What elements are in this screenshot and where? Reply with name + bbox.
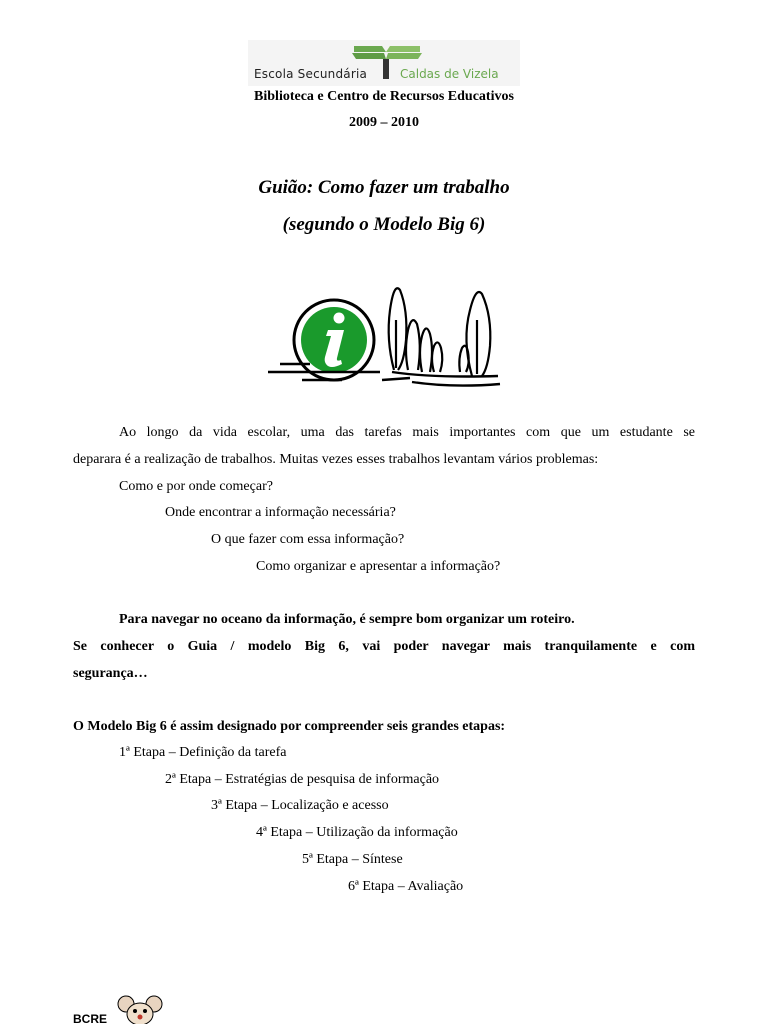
intro-line-2: deparara é a realização de trabalhos. Muitas vezes esses trabalhos levantam vários problemas: [73, 452, 599, 467]
document-title: Guião: Como fazer um trabalho [258, 177, 510, 198]
question-4: Como organizar e apresentar a informação? [256, 559, 501, 574]
step-5: 5ª Etapa – Síntese [302, 852, 403, 867]
step-2: 2ª Etapa – Estratégias de pesquisa de informação [165, 772, 440, 787]
trees-illustration [389, 288, 491, 376]
info-icon [294, 300, 374, 380]
school-logo [248, 40, 520, 86]
model-heading: O Modelo Big 6 é assim designado por compreender seis grandes etapas: [73, 719, 506, 734]
mascot-icon [116, 994, 166, 1024]
question-3: O que fazer com essa informação? [211, 532, 405, 547]
institution-name: Biblioteca e Centro de Recursos Educativos [254, 89, 514, 104]
question-2: Onde encontrar a informação necessária? [165, 505, 396, 520]
document-subtitle: (segundo o Modelo Big 6) [282, 214, 486, 235]
question-1: Como e por onde começar? [119, 479, 273, 494]
navigate-line-2: Se conhecer o Guia / modelo Big 6, vai poder navegar mais tranquilamente e com [73, 639, 695, 654]
footer-label: BCRE [73, 1012, 108, 1026]
intro-line-1: Ao longo da vida escolar, uma das tarefas mais importantes com que um estudante se [119, 425, 695, 440]
school-year: 2009 – 2010 [349, 115, 419, 130]
step-1: 1ª Etapa – Definição da tarefa [119, 745, 287, 760]
step-4: 4ª Etapa – Utilização da informação [256, 825, 458, 840]
info-illustration [262, 280, 512, 392]
logo-school-name: Escola Secundária [254, 67, 368, 81]
step-3: 3ª Etapa – Localização e acesso [211, 798, 389, 813]
navigate-line-1: Para navegar no oceano da informação, é sempre bom organizar um roteiro. [119, 612, 575, 627]
step-6: 6ª Etapa – Avaliação [348, 879, 464, 894]
logo-city-name: Caldas de Vizela [400, 67, 499, 81]
navigate-line-3: segurança… [73, 666, 148, 681]
